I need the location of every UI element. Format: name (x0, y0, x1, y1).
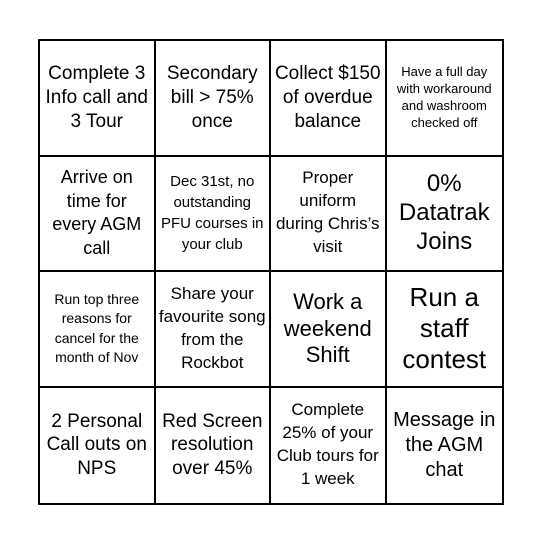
bingo-cell-text: Share your favourite song from the Rockbot (158, 283, 266, 372)
bingo-cell-text: Run top three reasons for cancel for the month of Nov (54, 290, 140, 366)
bingo-cell[interactable] (156, 41, 272, 157)
bingo-cell-text: Complete 25% of your Club tours for 1 week (276, 400, 379, 489)
bingo-cell-text: Arrive on time for every AGM call (52, 167, 142, 258)
bingo-cell-text: Have a full day with workaround and washroom checked off (396, 63, 492, 130)
bingo-cell[interactable] (156, 388, 272, 504)
bingo-cell[interactable] (271, 388, 387, 504)
bingo-cell[interactable] (387, 272, 503, 388)
bingo-cell-text: Secondary bill > 75% once (166, 63, 258, 132)
bingo-cell[interactable] (271, 157, 387, 273)
bingo-cell[interactable] (40, 41, 156, 157)
bingo-cell-text: 2 Personal Call outs on NPS (46, 410, 147, 480)
bingo-cell[interactable] (387, 157, 503, 273)
bingo-cell[interactable] (40, 272, 156, 388)
bingo-cell-text: Collect $150 of overdue balance (274, 63, 381, 132)
bingo-cell-text: Run a staff contest (402, 281, 487, 375)
bingo-cell-text: Complete 3 Info call and 3 Tour (45, 63, 148, 132)
bingo-cell[interactable] (271, 41, 387, 157)
bingo-cell[interactable] (387, 41, 503, 157)
bingo-cell[interactable] (156, 272, 272, 388)
bingo-cell-text: 0% Datatrak Joins (398, 170, 490, 255)
bingo-cell-text: Proper uniform during Chris’s visit (275, 168, 380, 257)
bingo-cell[interactable] (40, 388, 156, 504)
bingo-board (38, 39, 504, 505)
bingo-cell[interactable] (40, 157, 156, 273)
bingo-cell-text: Red Screen resolution over 45% (162, 410, 263, 480)
bingo-cell[interactable] (271, 272, 387, 388)
bingo-cell[interactable] (156, 157, 272, 273)
bingo-cell-text: Message in the AGM chat (393, 408, 496, 481)
bingo-cell[interactable] (387, 388, 503, 504)
bingo-cell-text: Dec 31st, no outstanding PFU courses in your club (160, 173, 264, 254)
bingo-cell-text: Work a weekend Shift (283, 289, 372, 367)
